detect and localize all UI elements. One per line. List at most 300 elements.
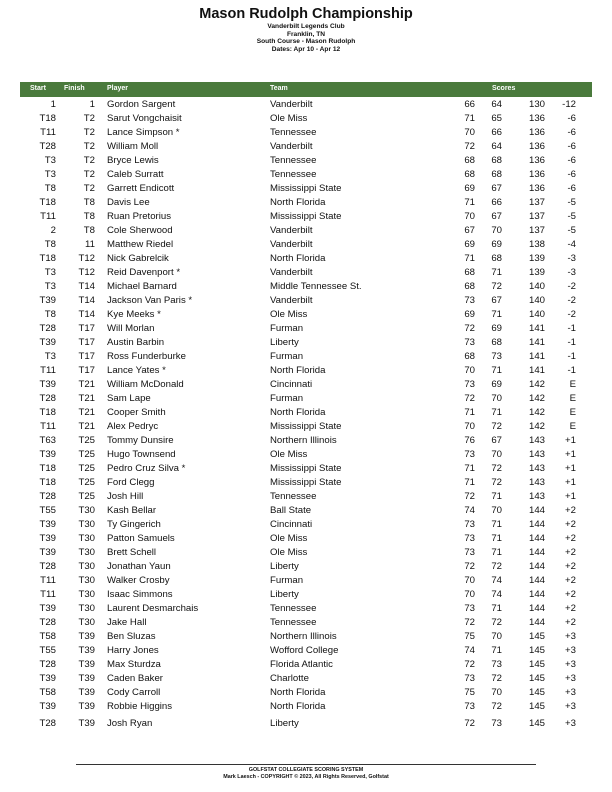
round1-score: 73 [464,519,475,530]
to-par: -3 [567,253,576,264]
player-name: Tommy Dunsire [107,435,174,446]
finish-cell: T14 [78,309,95,320]
footer-system: GOLFSTAT COLLEGIATE SCORING SYSTEM [248,767,364,773]
to-par: +2 [565,617,576,628]
start-cell: T18 [39,407,56,418]
round2-score: 74 [491,589,502,600]
player-name: Harry Jones [107,645,159,656]
table-row [20,616,592,630]
to-par: E [569,393,576,404]
start-cell: T3 [44,267,56,278]
player-name: Ty Gingerich [107,519,161,530]
start-cell: T3 [44,169,56,180]
round1-score: 68 [464,169,475,180]
round2-score: 68 [491,253,502,264]
team-name: North Florida [270,365,326,376]
to-par: +2 [565,589,576,600]
finish-cell: T8 [83,211,95,222]
total-score: 137 [528,211,545,222]
round2-score: 68 [491,169,502,180]
finish-cell: T21 [78,393,95,404]
total-score: 140 [528,281,545,292]
start-cell: T11 [40,421,56,432]
start-cell: T3 [44,281,56,292]
to-par: +1 [565,491,576,502]
to-par: +2 [565,561,576,572]
start-cell: T39 [39,701,56,712]
total-score: 142 [528,393,545,404]
table-row [20,154,592,168]
table-row [20,392,592,406]
to-par: -1 [567,365,576,376]
finish-cell: T17 [78,365,95,376]
table-row [20,462,592,476]
start-cell: T63 [39,435,56,446]
to-par: +1 [565,449,576,460]
total-score: 145 [528,645,545,656]
to-par: E [569,379,576,390]
finish-cell: T8 [83,225,95,236]
team-name: Tennessee [270,617,317,628]
round1-score: 71 [464,477,475,488]
total-score: 141 [528,323,545,334]
start-cell: 1 [50,99,56,110]
to-par: +1 [565,463,576,474]
team-name: Mississippi State [270,421,342,432]
player-name: Hugo Townsend [107,449,176,460]
round1-score: 73 [464,603,475,614]
round1-score: 68 [464,267,475,278]
tournament-title: Mason Rudolph Championship [199,6,413,22]
to-par: +3 [565,673,576,684]
round2-score: 71 [491,407,502,418]
to-par: -12 [562,99,576,110]
team-name: Furman [270,323,304,334]
round1-score: 73 [464,547,475,558]
total-score: 140 [528,295,545,306]
team-name: Vanderbilt [270,99,313,110]
round1-score: 72 [464,561,475,572]
start-cell: T39 [39,295,56,306]
col-start: Start [30,85,46,92]
team-name: Tennessee [270,603,317,614]
start-cell: T11 [40,365,56,376]
round2-score: 67 [491,435,502,446]
to-par: +1 [565,435,576,446]
team-name: Charlotte [270,673,309,684]
table-row [20,448,592,462]
round1-score: 73 [464,337,475,348]
total-score: 145 [528,687,545,698]
start-cell: 2 [50,225,56,236]
table-row [20,336,592,350]
round2-score: 67 [491,295,502,306]
total-score: 143 [528,435,545,446]
to-par: +2 [565,519,576,530]
round1-score: 70 [464,127,475,138]
round2-score: 71 [491,267,502,278]
round1-score: 67 [464,225,475,236]
table-row [20,168,592,182]
team-name: Mississippi State [270,463,342,474]
round1-score: 72 [464,323,475,334]
dates: Dates: Apr 10 - Apr 12 [271,45,341,53]
round2-score: 73 [491,351,502,362]
finish-cell: T39 [78,687,95,698]
table-row [20,686,592,700]
finish-cell: T30 [78,547,95,558]
team-name: Mississippi State [270,183,342,194]
round2-score: 72 [491,673,502,684]
player-name: Walker Crosby [107,575,170,586]
total-score: 141 [528,351,545,362]
start-cell: T28 [39,141,56,152]
round2-score: 72 [491,617,502,628]
table-row [20,588,592,602]
total-score: 141 [528,365,545,376]
total-score: 144 [528,575,545,586]
to-par: -6 [567,169,576,180]
finish-cell: T12 [78,267,95,278]
team-name: Ball State [270,505,312,516]
team-name: Liberty [270,718,299,729]
finish-cell: T25 [78,463,95,474]
total-score: 137 [528,225,545,236]
total-score: 145 [528,631,545,642]
round1-score: 73 [464,295,475,306]
team-name: Liberty [270,561,299,572]
table-row [20,224,592,238]
round1-score: 73 [464,673,475,684]
club-name: Vanderbilt Legends Club [267,23,345,30]
player-name: William McDonald [107,379,184,390]
start-cell: T18 [39,253,56,264]
start-cell: T39 [39,519,56,530]
col-team: Team [270,85,288,92]
round2-score: 71 [491,533,502,544]
round1-score: 72 [464,617,475,628]
round1-score: 75 [464,631,475,642]
finish-cell: T2 [83,113,95,124]
player-name: Cooper Smith [107,407,166,418]
round2-score: 71 [491,603,502,614]
start-cell: T39 [39,379,56,390]
round2-score: 72 [491,281,502,292]
team-name: Ole Miss [270,533,308,544]
player-name: Matthew Riedel [107,239,174,250]
total-score: 130 [528,99,545,110]
round2-score: 71 [491,309,502,320]
start-cell: T39 [39,449,56,460]
start-cell: T3 [44,155,56,166]
column-header-bar [20,82,592,97]
team-name: Cincinnati [270,519,313,530]
round1-score: 72 [464,718,475,729]
round2-score: 69 [491,379,502,390]
round2-score: 67 [491,183,502,194]
round1-score: 76 [464,435,475,446]
footer-copyright: Mark Laesch - COPYRIGHT © 2023, All Rights Reserved, Golfstat [223,773,389,780]
table-row [20,546,592,560]
player-name: Caleb Surratt [107,169,164,180]
finish-cell: T39 [78,631,95,642]
finish-cell: T2 [83,141,95,152]
team-name: Furman [270,575,304,586]
start-cell: T28 [39,323,56,334]
finish-cell: T17 [78,337,95,348]
finish-cell: T39 [78,718,95,729]
total-score: 136 [528,113,545,124]
finish-cell: T12 [78,253,95,264]
to-par: -1 [567,323,576,334]
player-name: Ford Clegg [107,477,155,488]
col-finish: Finish [64,85,85,92]
start-cell: T39 [39,533,56,544]
player-name: William Moll [107,141,159,152]
to-par: +3 [565,687,576,698]
round2-score: 73 [491,659,502,670]
player-name: Ross Funderburke [107,351,186,362]
start-cell: T28 [39,718,56,729]
to-par: +2 [565,547,576,558]
col-player: Player [107,85,129,92]
finish-cell: T30 [78,533,95,544]
round2-score: 65 [491,113,502,124]
total-score: 136 [528,169,545,180]
finish-cell: T25 [78,435,95,446]
player-name: Nick Gabrelcik [107,253,169,264]
finish-cell: T25 [78,449,95,460]
start-cell: T11 [40,211,56,222]
table-row [20,532,592,546]
team-name: Mississippi State [270,211,342,222]
course-name: South Course - Mason Rudolph [256,38,356,46]
player-name: Ben Sluzas [107,631,156,642]
team-name: North Florida [270,197,326,208]
player-name: Sam Lape [107,393,151,404]
to-par: +2 [565,603,576,614]
finish-cell: T8 [83,197,95,208]
start-cell: T11 [40,589,56,600]
team-name: Wofford College [270,645,339,656]
to-par: -1 [567,351,576,362]
team-name: Ole Miss [270,113,308,124]
player-name: Jake Hall [107,617,147,628]
to-par: -6 [567,141,576,152]
round2-score: 70 [491,631,502,642]
to-par: -6 [567,155,576,166]
finish-cell: T39 [78,673,95,684]
round2-score: 72 [491,561,502,572]
start-cell: T28 [39,561,56,572]
round2-score: 71 [491,645,502,656]
round1-score: 73 [464,449,475,460]
start-cell: T28 [39,393,56,404]
team-name: Furman [270,351,304,362]
total-score: 136 [528,155,545,166]
total-score: 136 [528,141,545,152]
team-name: Tennessee [270,169,317,180]
to-par: +2 [565,533,576,544]
finish-cell: T25 [78,477,95,488]
team-name: Tennessee [270,127,317,138]
finish-cell: T39 [78,701,95,712]
round2-score: 67 [491,211,502,222]
start-cell: T8 [44,309,56,320]
table-row [20,434,592,448]
round1-score: 68 [464,281,475,292]
table-row [20,112,592,126]
player-name: Isaac Simmons [107,589,173,600]
start-cell: T39 [39,603,56,614]
player-name: Lance Yates * [107,365,166,376]
table-row [20,406,592,420]
round1-score: 69 [464,239,475,250]
round2-score: 73 [491,718,502,729]
round2-score: 71 [491,547,502,558]
team-name: Vanderbilt [270,267,313,278]
start-cell: T55 [39,645,56,656]
team-name: Vanderbilt [270,141,313,152]
team-name: Ole Miss [270,449,308,460]
table-row [20,420,592,434]
team-name: Vanderbilt [270,225,313,236]
table-row [20,280,592,294]
start-cell: T58 [39,631,56,642]
total-score: 143 [528,477,545,488]
start-cell: T8 [44,239,56,250]
table-row [20,210,592,224]
table-row [20,378,592,392]
finish-cell: T30 [78,561,95,572]
player-name: Caden Baker [107,673,163,684]
to-par: E [569,421,576,432]
to-par: -2 [567,309,576,320]
team-name: North Florida [270,701,326,712]
table-row [20,364,592,378]
table-row [20,140,592,154]
round2-score: 66 [491,127,502,138]
table-row [20,717,592,731]
round2-score: 72 [491,477,502,488]
to-par: -5 [567,197,576,208]
finish-cell: T14 [78,295,95,306]
table-row [20,252,592,266]
total-score: 144 [528,519,545,530]
total-score: 138 [528,239,545,250]
total-score: 142 [528,379,545,390]
start-cell: T55 [39,505,56,516]
start-cell: T3 [44,351,56,362]
round2-score: 70 [491,687,502,698]
round2-score: 74 [491,575,502,586]
table-row [20,700,592,714]
start-cell: T39 [39,673,56,684]
player-name: Patton Samuels [107,533,175,544]
start-cell: T39 [39,547,56,558]
round1-score: 73 [464,379,475,390]
team-name: North Florida [270,253,326,264]
total-score: 142 [528,407,545,418]
total-score: 144 [528,589,545,600]
total-score: 144 [528,533,545,544]
total-score: 143 [528,463,545,474]
team-name: Northern Illinois [270,631,337,642]
start-cell: T28 [39,659,56,670]
team-name: Ole Miss [270,547,308,558]
finish-cell: T17 [78,351,95,362]
round2-score: 64 [491,99,502,110]
start-cell: T11 [40,575,56,586]
total-score: 143 [528,491,545,502]
leaderboard-table [20,98,592,731]
round2-score: 70 [491,449,502,460]
finish-cell: T30 [78,575,95,586]
team-name: Ole Miss [270,309,308,320]
player-name: Davis Lee [107,197,150,208]
player-name: Garrett Endicott [107,183,175,194]
total-score: 144 [528,547,545,558]
to-par: -2 [567,295,576,306]
to-par: +3 [565,645,576,656]
col-scores: Scores [492,85,516,92]
table-row [20,630,592,644]
finish-cell: T30 [78,519,95,530]
start-cell: T11 [40,127,56,138]
round1-score: 72 [464,491,475,502]
start-cell: T18 [39,477,56,488]
round1-score: 72 [464,659,475,670]
player-name: Sarut Vongchaisit [107,113,182,124]
total-score: 145 [528,659,545,670]
round1-score: 72 [464,393,475,404]
table-row [20,504,592,518]
team-name: North Florida [270,687,326,698]
start-cell: T18 [39,197,56,208]
player-name: Robbie Higgins [107,701,173,712]
finish-cell: T25 [78,491,95,502]
total-score: 140 [528,309,545,320]
finish-cell: T21 [78,379,95,390]
total-score: 144 [528,505,545,516]
table-row [20,644,592,658]
round1-score: 75 [464,687,475,698]
total-score: 141 [528,337,545,348]
footer [0,767,612,780]
round2-score: 71 [491,491,502,502]
finish-cell: T17 [78,323,95,334]
round1-score: 70 [464,365,475,376]
start-cell: T18 [39,113,56,124]
finish-cell: T39 [78,645,95,656]
round1-score: 74 [464,505,475,516]
player-name: Ruan Pretorius [107,211,171,222]
table-row [20,560,592,574]
round2-score: 71 [491,365,502,376]
to-par: +3 [565,659,576,670]
location: Franklin, TN [286,30,326,38]
round1-score: 74 [464,645,475,656]
table-row [20,574,592,588]
player-name: Pedro Cruz Silva * [107,463,186,474]
to-par: +2 [565,505,576,516]
finish-cell: T21 [78,421,95,432]
round2-score: 72 [491,701,502,712]
finish-cell: T2 [83,183,95,194]
team-name: Vanderbilt [270,239,313,250]
player-name: Josh Ryan [107,718,153,729]
table-row [20,266,592,280]
